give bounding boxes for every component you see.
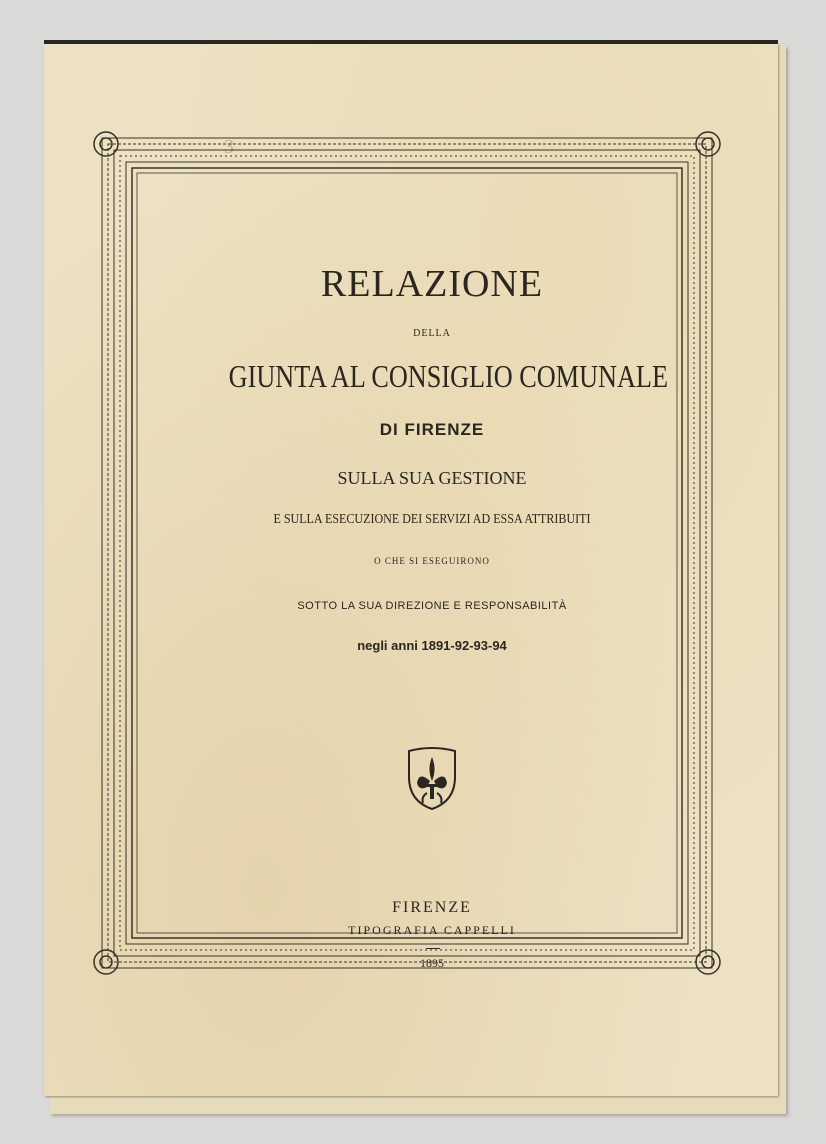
cover-della: DELLA <box>413 328 451 339</box>
cover-giunta: GIUNTA AL CONSIGLIO COMUNALE <box>228 358 668 394</box>
cover-eseguirono: O CHE SI ESEGUIRONO <box>374 556 490 566</box>
title-page-text <box>184 224 680 989</box>
florence-lily-emblem-icon <box>405 747 459 813</box>
cover-gestione: SULLA SUA GESTIONE <box>337 468 527 488</box>
book-cover <box>44 44 778 1096</box>
cover-direzione: SOTTO LA SUA DIREZIONE E RESPONSABILITÀ <box>297 600 567 612</box>
cover-years: negli anni 1891-92-93-94 <box>357 638 507 653</box>
pencil-note: 3 <box>224 136 234 158</box>
cover-title: RELAZIONE <box>320 263 544 305</box>
imprint-divider <box>426 948 440 949</box>
imprint-year: 1895 <box>420 956 444 970</box>
imprint-printer: TIPOGRAFIA CAPPELLI <box>348 923 516 937</box>
imprint-city: FIRENZE <box>392 899 472 916</box>
cover-esecuzione: E SULLA ESECUZIONE DEI SERVIZI AD ESSA ATTRIBUITI <box>273 512 591 527</box>
cover-city-subtitle: DI FIRENZE <box>379 420 485 439</box>
